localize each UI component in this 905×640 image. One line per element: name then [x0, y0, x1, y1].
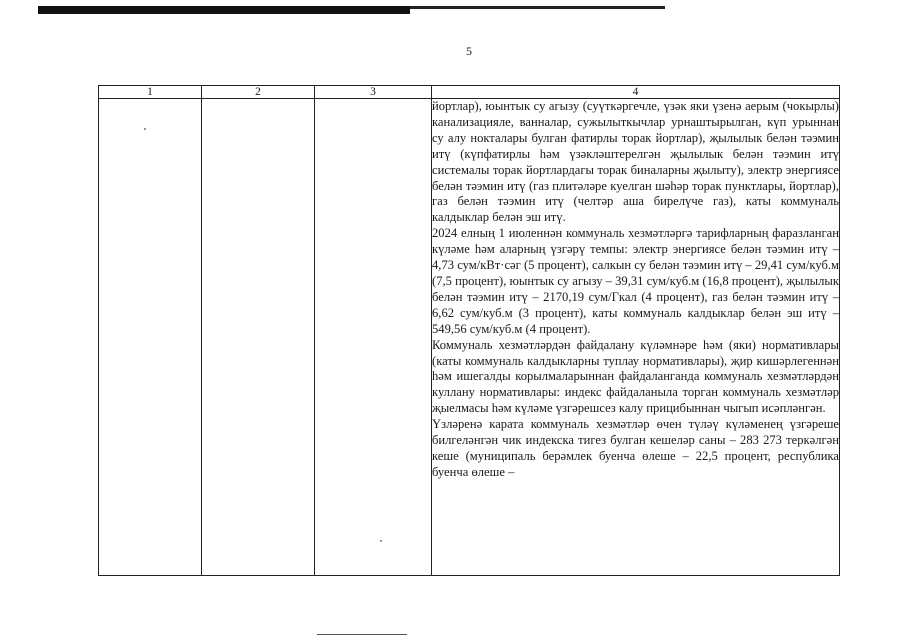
column-4-text-cell [432, 99, 840, 576]
paragraph-consumption-norms: Коммуналь хезмәтләрдән файдалану күләмнәре һәм (яки) нормативлары (каты коммуналь калдыкларны туплау нормативлары), җир кишәрлегеннән һәм ишегалды корылмаларыннан файдаланганда коммуналь хезмәтләрдән куллану нормативлары: индекс файдаланыла торган коммуналь хезмәтләр җыелмасы һәм күләме үзгәрешсез калу прицибыннан чыгып исәпләнгән. [432, 337, 839, 416]
scan-edge-line [410, 6, 665, 9]
scan-speck [144, 128, 146, 130]
paragraph-utilities-list: йортлар), юынтык су агызу (суүткәргечле, үзәк яки үзенә аерым (чокырлы) канализацияле, ванналар, сужылыткычлар урнаштырылган, күп урыннан су алу нокталары булган фатирлы торак йортлар), җылылык белән тәэмин итү (күпфатирлы һәм үзәкләштерелгән җылылык белән тәэмин итү системалы торак йортлардагы торак биналарны җылыту), электр энергиясе белән тәэмин итү (газ плитәләре куелган шәһәр торак пунктлары, йортлар), газ белән тәэмин итү (челтәр аша бирелүче газ), каты коммуналь калдыклар белән эш итү. [432, 99, 839, 225]
document-table [98, 85, 840, 576]
column-2-cell [202, 99, 315, 576]
column-header-3: 3 [315, 86, 432, 99]
column-3-cell [315, 99, 432, 576]
scan-footer-mark [317, 634, 407, 635]
paragraph-tariffs: 2024 елның 1 июленнән коммуналь хезмәтләргә тарифларның фаразланган күләме һәм аларның үзгәрү темпы: электр энергиясе белән тәэмин итү – 4,73 сум/кВт·сәг (5 процент), салкын су белән тәэмин итү – 29,41 сум/куб.м (7,5 процент), юынтык су агызу – 39,31 сум/куб.м (16,8 процент), җылылык белән тәэмин итү – 2170,19 сум/Гкал (4 процент), газ белән тәэмин итү – 6,62 сум/куб.м (3 процент), каты коммуналь калдыклар белән эш итү – 549,56 сум/куб.м (4 процент). [432, 226, 839, 336]
table-header-row [99, 86, 840, 99]
column-1-cell [99, 99, 202, 576]
scan-speck [380, 540, 382, 542]
paragraph-population-count: Үзләренә карата коммуналь хезмәтләр өчен түләү күләменең үзгәреше билгеләнгән чик индекска тигез булган кешеләр саны – 283 273 теркәлгән кеше (муниципаль берәмлек буенча өлеше – 22,5 процент, республика буенча өлеше – [432, 417, 839, 479]
table-row [99, 99, 840, 576]
column-header-1: 1 [99, 86, 202, 99]
column-header-2: 2 [202, 86, 315, 99]
scan-edge-bar [38, 6, 410, 14]
page-number: 5 [466, 44, 472, 58]
column-header-4: 4 [432, 86, 840, 99]
